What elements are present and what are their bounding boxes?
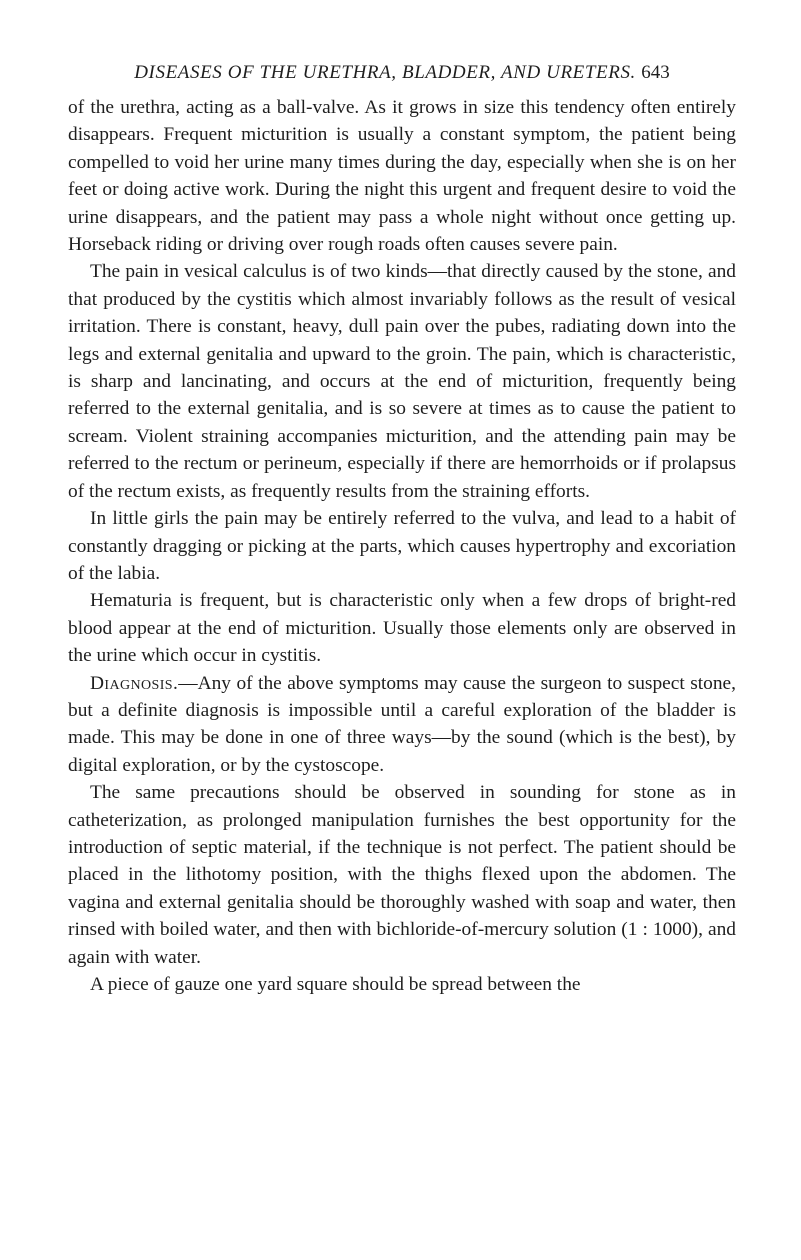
paragraph-hematuria: [68, 587, 736, 669]
paragraph-text: A piece of gauze one yard square should be spread between the: [90, 974, 581, 995]
paragraph-text: The same precautions should be observed in sounding for stone as in catheterization, as prolonged manipulation furnishes the best opportunity for the introduction of septic material, if the technique is not perfect. The patient should be placed in the lithotomy position, with the thighs flexed upon the abdomen. The vagina and external genitalia should be thoroughly washed with soap and water, then rinsed with boiled water, and then with bichloride-of-mercury solution (1 : 1000), and again with water.: [68, 782, 736, 968]
paragraph-gauze: [68, 971, 736, 998]
paragraph-continuation: [68, 94, 736, 258]
paragraph-text: —Any of the above symptoms may cause the surgeon to suspect stone, but a definite diagnosis is impossible until a careful exploration of the bladder is made. This may be done in one of three ways—by the sound (which is the best), by digital exploration, or by the cystoscope.: [68, 672, 736, 776]
paragraph-text: In little girls the pain may be entirely referred to the vulva, and lead to a habit of constantly dragging or picking at the parts, which causes hypertrophy and excoriation of the labia.: [68, 508, 736, 584]
paragraph-text: Hematuria is frequent, but is characteristic only when a few drops of bright-red blood appear at the end of micturition. Usually those elements only are observed in the urine which occur in cystitis.: [68, 590, 736, 667]
page-number: 643: [641, 62, 670, 83]
paragraph-little-girls: [68, 505, 736, 587]
running-title: DISEASES OF THE URETHRA, BLADDER, AND URETERS.: [134, 62, 636, 83]
running-head: [68, 62, 736, 84]
paragraph-precautions: [68, 779, 736, 971]
paragraph-pain: [68, 258, 736, 505]
book-page: [68, 62, 736, 998]
paragraph-text: The pain in vesical calculus is of two kinds—that directly caused by the stone, and that produced by the cystitis which almost invariably follows as the result of vesical irritation. There is constant, heavy, dull pain over the pubes, radiating down into the legs and external genitalia and upward to the groin. The pain, which is characteristic, is sharp and lancinating, and occurs at the end of micturition, frequently being referred to the external genitalia, and is so severe at times as to cause the patient to scream. Violent straining accompanies micturition, and the attending pain may be referred to the rectum or perineum, especially if there are hemorrhoids or if prolapsus of the rectum exists, as frequently results from the straining efforts.: [68, 261, 736, 502]
paragraph-diagnosis: [68, 670, 736, 780]
section-heading: Diagnosis.: [90, 672, 179, 694]
body-text: [68, 94, 736, 998]
paragraph-text: of the urethra, acting as a ball-valve. As it grows in size this tendency often entirely disappears. Frequent micturition is usually a constant symptom, the patient being compelled to void her urine many times during the day, especially when she is on her feet or doing active work. During the night this urgent and frequent desire to void the urine disappears, and the patient may pass a whole night without once getting up. Horseback riding or driving over rough roads often causes severe pain.: [68, 97, 736, 256]
